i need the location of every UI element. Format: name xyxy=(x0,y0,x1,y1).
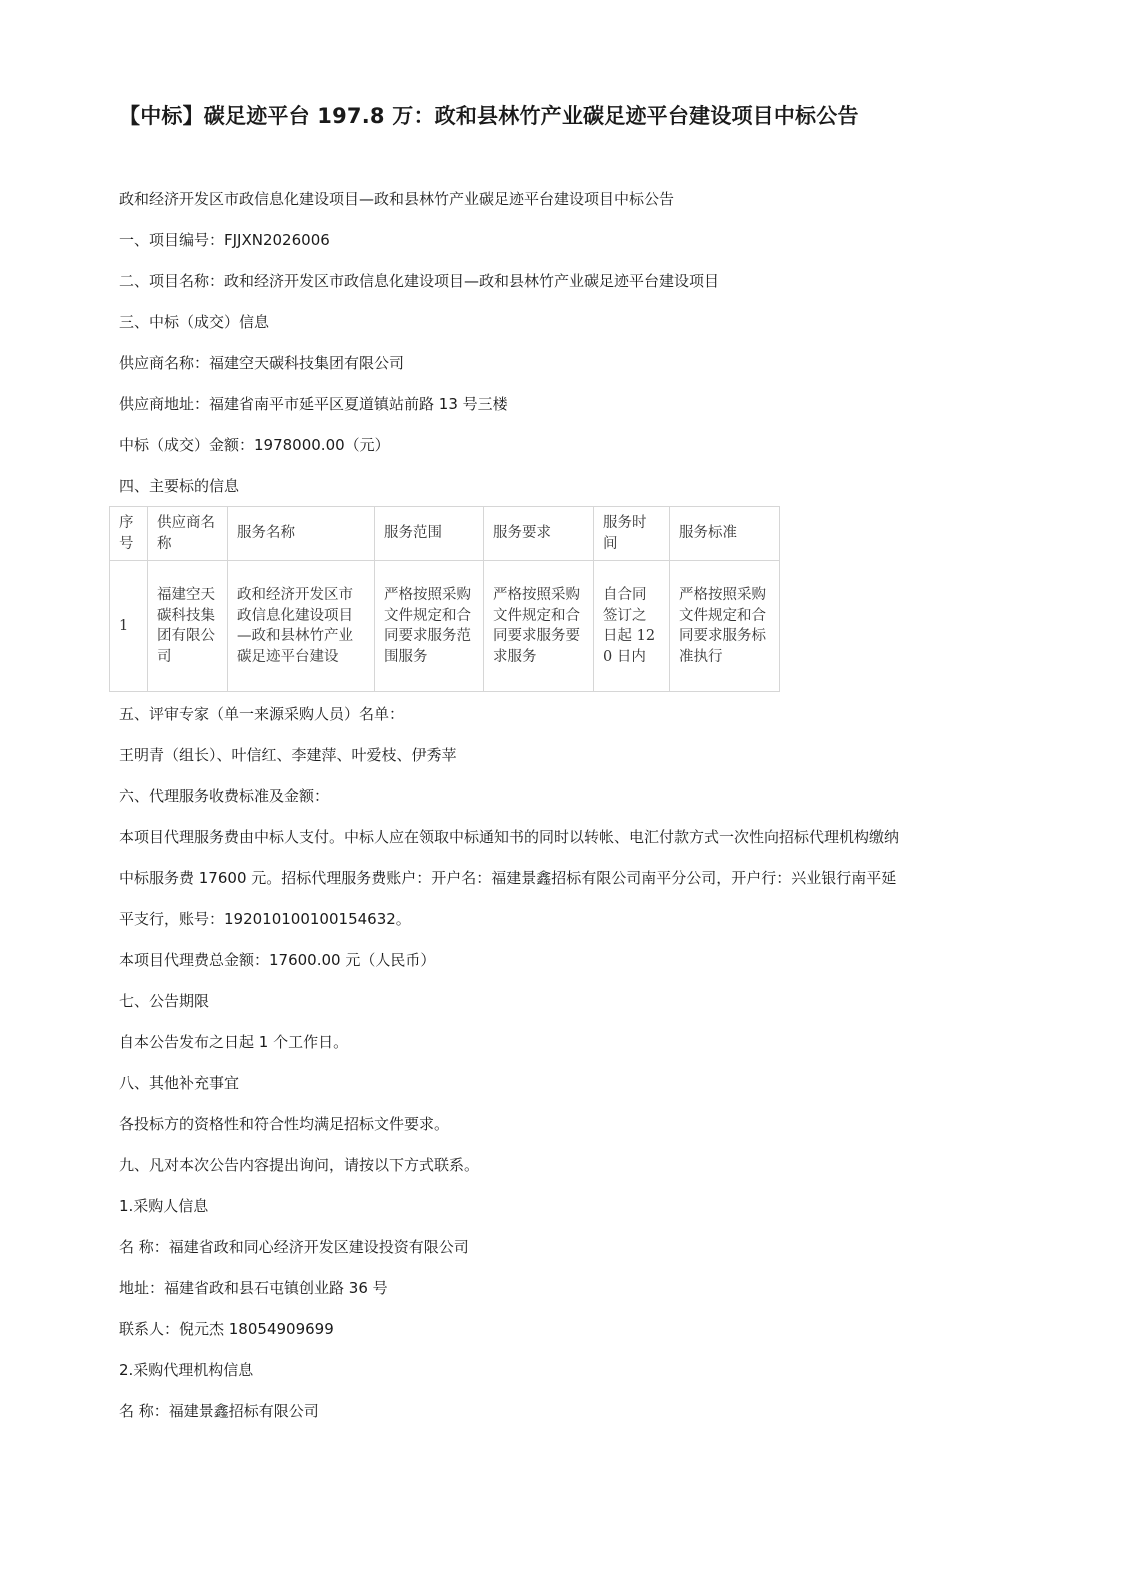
page-title: 【中标】碳足迹平台 197.8 万：政和县林竹产业碳足迹平台建设项目中标公告 xyxy=(119,104,859,128)
agency-name: 名 称：福建景鑫招标有限公司 xyxy=(119,1402,319,1420)
table-header-cell: 服务要求 xyxy=(484,507,594,561)
main-info-heading: 四、主要标的信息 xyxy=(119,477,240,495)
bid-info-table xyxy=(109,506,780,692)
agency-fee-text: 中标服务费 17600 元。招标代理服务费账户：开户名：福建景鑫招标有限公司南平分公司，开户行：兴业银行南平延 xyxy=(119,869,897,887)
contact-heading: 九、凡对本次公告内容提出询问，请按以下方式联系。 xyxy=(119,1156,480,1174)
table-cell-service-name: 政和经济开发区市政信息化建设项目—政和县林竹产业碳足迹平台建设 xyxy=(228,561,375,692)
table-header-row xyxy=(110,507,780,561)
other-text: 各投标方的资格性和符合性均满足招标文件要求。 xyxy=(119,1115,450,1133)
project-name: 二、项目名称：政和经济开发区市政信息化建设项目—政和县林竹产业碳足迹平台建设项目 xyxy=(119,272,720,290)
purchaser-heading: 1.采购人信息 xyxy=(119,1197,209,1215)
award-info-heading: 三、中标（成交）信息 xyxy=(119,313,270,331)
table-cell-no: 1 xyxy=(110,561,148,692)
agency-fee-text: 本项目代理服务费由中标人支付。中标人应在领取中标通知书的同时以转帐、电汇付款方式一次性向招标代理机构缴纳 xyxy=(119,828,900,846)
purchaser-name: 名 称：福建省政和同心经济开发区建设投资有限公司 xyxy=(119,1238,469,1256)
table-cell-time: 自合同签订之日起 120 日内 xyxy=(594,561,670,692)
table-header-cell: 服务名称 xyxy=(228,507,375,561)
project-number: 一、项目编号：FJJXN2026006 xyxy=(119,231,330,249)
notice-period-text: 自本公告发布之日起 1 个工作日。 xyxy=(119,1033,349,1051)
supplier-name: 供应商名称：福建空天碳科技集团有限公司 xyxy=(119,354,405,372)
award-amount: 中标（成交）金额：1978000.00（元） xyxy=(119,436,390,454)
intro-text: 政和经济开发区市政信息化建设项目—政和县林竹产业碳足迹平台建设项目中标公告 xyxy=(119,190,675,208)
table-cell-standard: 严格按照采购文件规定和合同要求服务标准执行 xyxy=(670,561,780,692)
table-header-cell: 服务时间 xyxy=(594,507,670,561)
notice-period-heading: 七、公告期限 xyxy=(119,992,210,1010)
table-cell-supplier: 福建空天碳科技集团有限公司 xyxy=(148,561,228,692)
table-row xyxy=(110,561,780,692)
agency-fee-heading: 六、代理服务收费标准及金额： xyxy=(119,787,330,805)
experts-list: 王明青（组长）、叶信红、李建萍、叶爱枝、伊秀苹 xyxy=(119,746,457,764)
experts-heading: 五、评审专家（单一来源采购人员）名单： xyxy=(119,705,405,723)
table-header-cell: 序号 xyxy=(110,507,148,561)
table-header-cell: 服务范围 xyxy=(375,507,484,561)
table-cell-requirement: 严格按照采购文件规定和合同要求服务要求服务 xyxy=(484,561,594,692)
table-cell-scope: 严格按照采购文件规定和合同要求服务范围服务 xyxy=(375,561,484,692)
purchaser-address: 地址：福建省政和县石屯镇创业路 36 号 xyxy=(119,1279,388,1297)
table-header-cell: 服务标准 xyxy=(670,507,780,561)
purchaser-contact: 联系人：倪元杰 18054909699 xyxy=(119,1320,334,1338)
agency-fee-text: 平支行，账号：192010100100154632。 xyxy=(119,910,411,928)
supplier-address: 供应商地址：福建省南平市延平区夏道镇站前路 13 号三楼 xyxy=(119,395,508,413)
other-heading: 八、其他补充事宜 xyxy=(119,1074,240,1092)
agency-heading: 2.采购代理机构信息 xyxy=(119,1361,254,1379)
agency-fee-total: 本项目代理费总金额：17600.00 元（人民币） xyxy=(119,951,436,969)
table-header-cell: 供应商名称 xyxy=(148,507,228,561)
